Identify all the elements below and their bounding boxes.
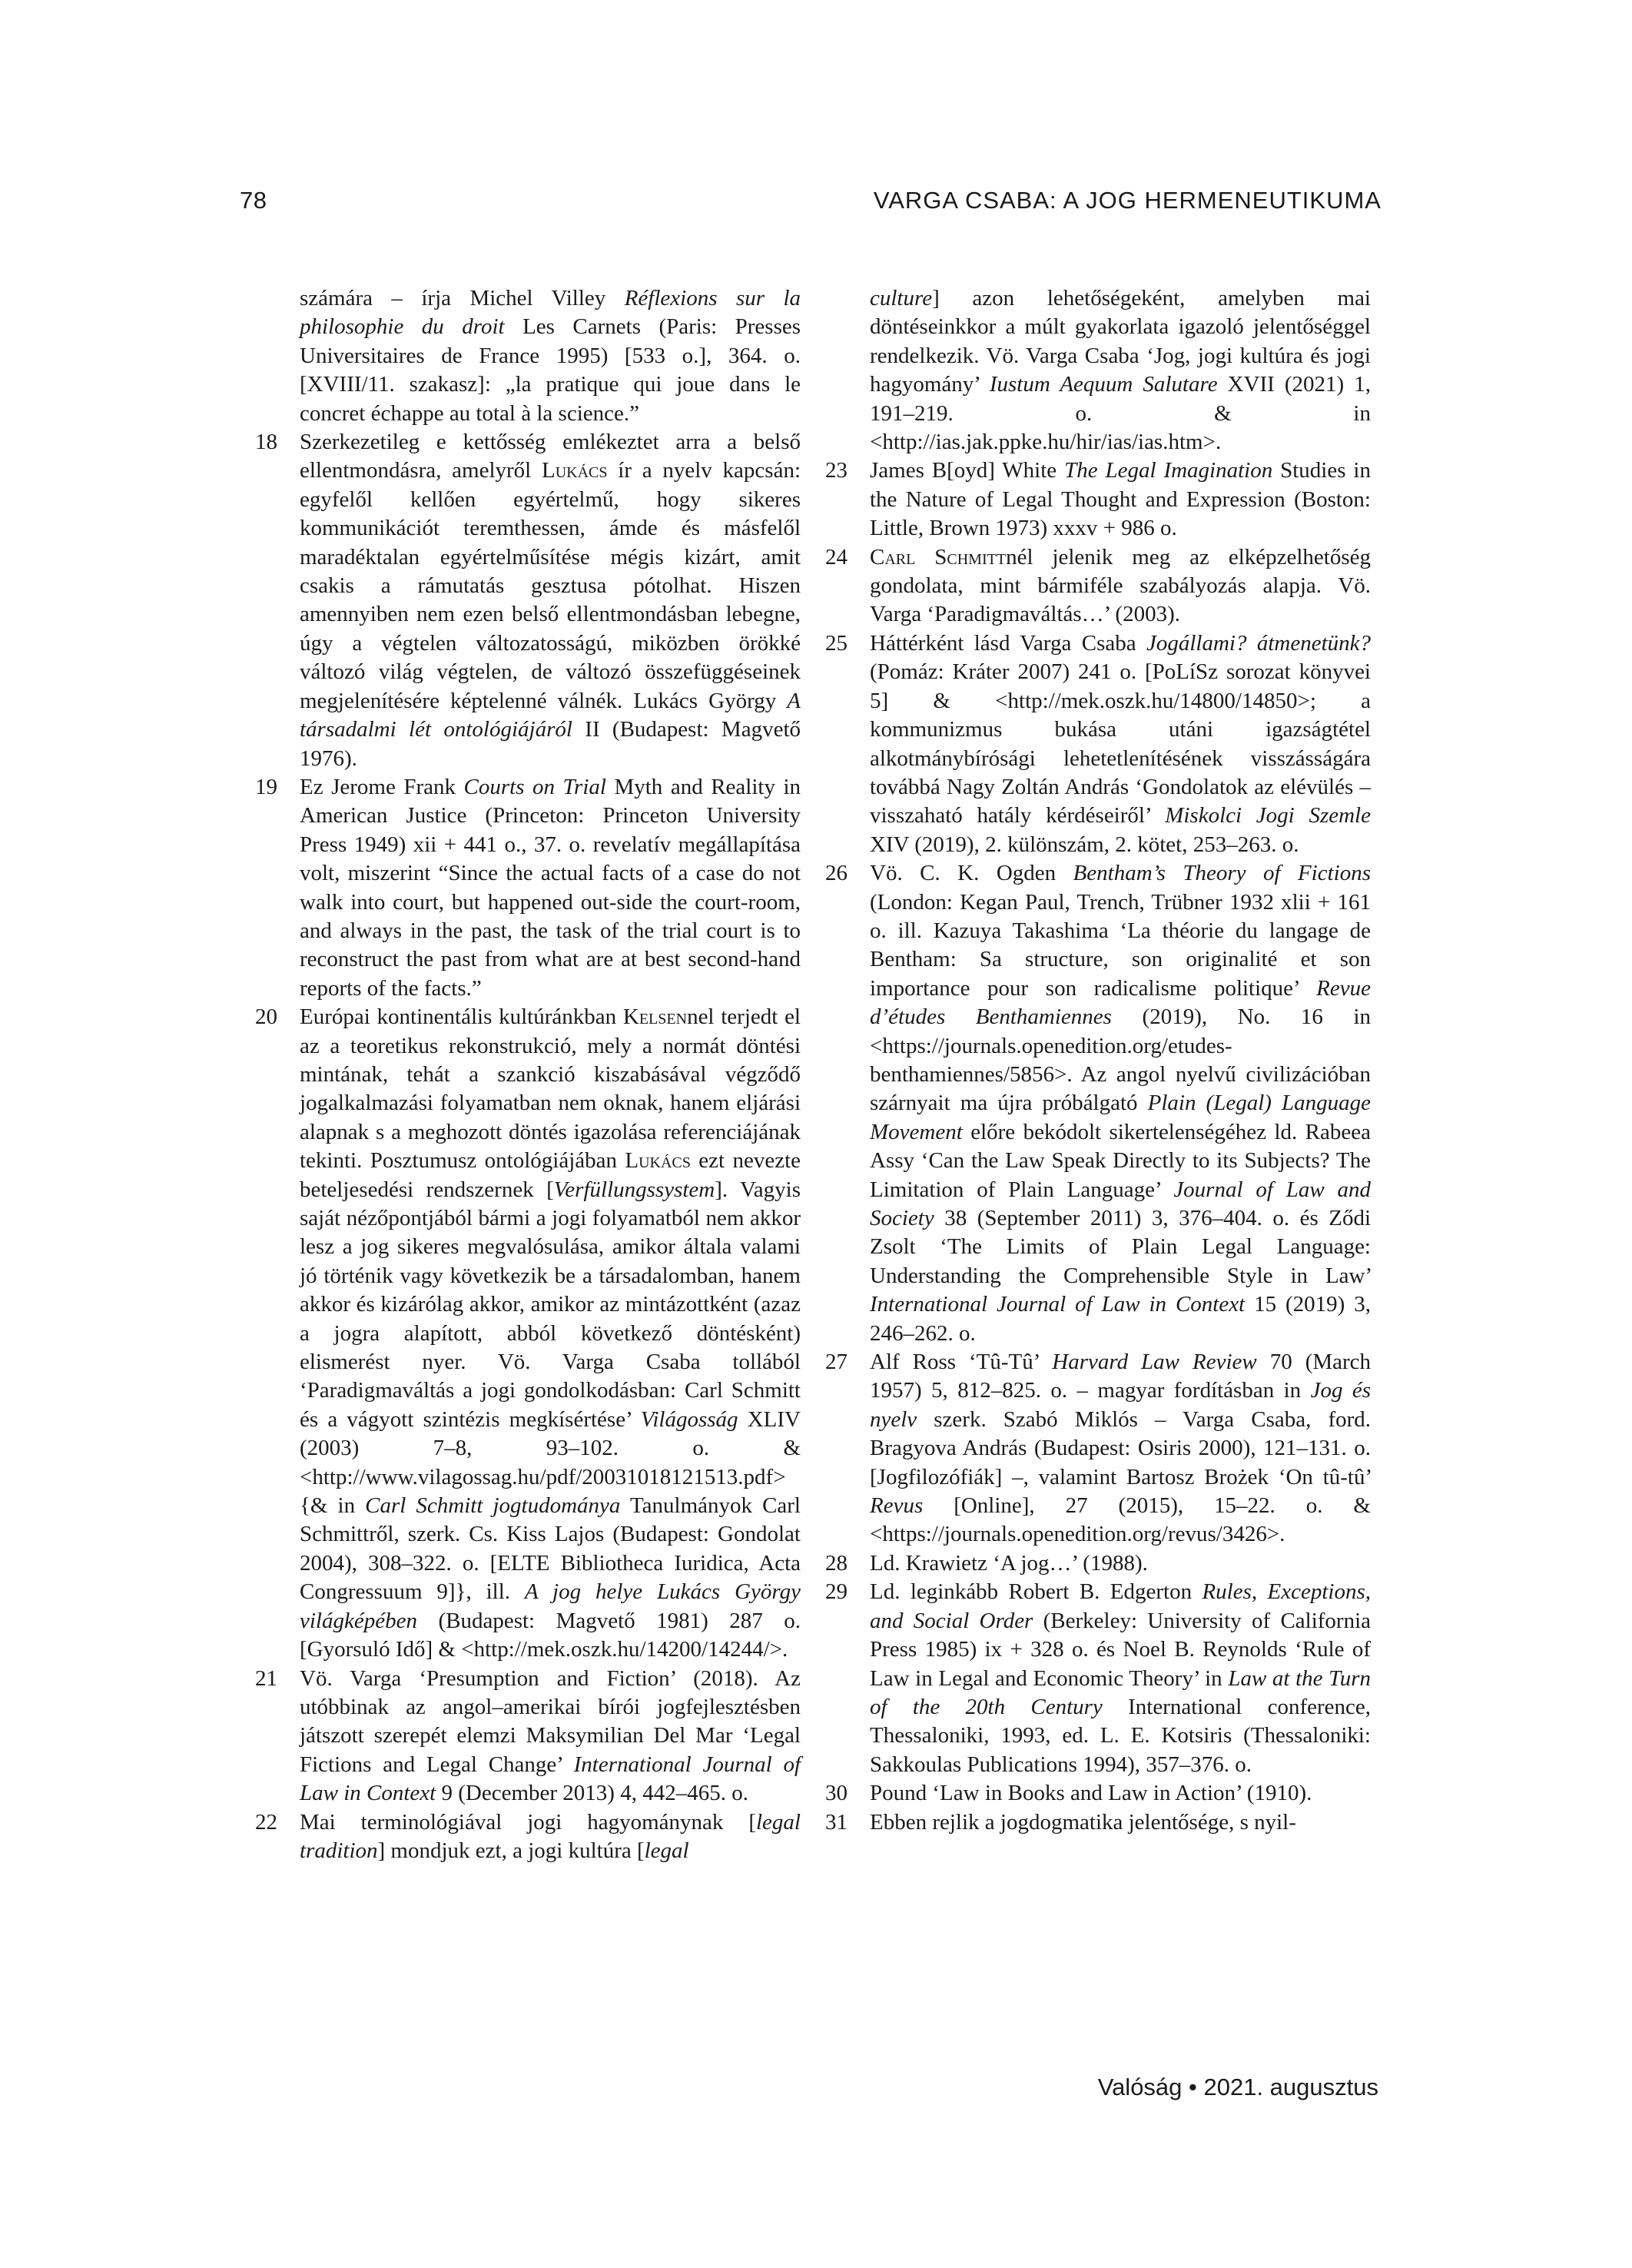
footnote-20 [255, 1003, 801, 1664]
small-caps-name: Lukács [625, 1148, 691, 1174]
text: Ez Jerome Frank [300, 774, 456, 799]
italic-title: Jogállami? átmenetünk? [1146, 630, 1371, 656]
text: James B[oyd] White [870, 458, 1057, 483]
footnote-25 [825, 629, 1371, 859]
text: szerk. Szabó Miklós – Varga Csaba, ford. Bragyova András (Budapest: Osiris 2000), 121–131. o. [Jogfilozófiák] –, valamint Bartosz Brożek ‘On tû-tû’ [870, 1406, 1372, 1489]
text: Pound ‘Law in Books and Law in Action’ (1910). [870, 1781, 1312, 1806]
footnote-22-continuation [870, 284, 1371, 457]
italic-title: Bentham’s Theory of Fictions [1073, 861, 1371, 886]
text: Európai kontinentális kultúránkban [300, 1004, 617, 1030]
text: Myth and Reality in American Justice (Princeton: Princeton University Press 1949) xii + 441 o., 37. o. revelatív megállapítása volt, miszerint “Since the actual facts of a case do not walk into court, but happened out-side the court-room, and always in the past, the task of the trial court is to reconstruct the past from what are at best second-hand reports of the facts.” [300, 774, 801, 1001]
small-caps-name: Carl Schmitt [870, 544, 1007, 569]
footnote-number: 27 [825, 1350, 848, 1375]
text: Vö. Varga ‘Presumption and Fiction’ (2018). Az utóbbinak az angol–amerikai bírói jogfejlesztésben játszott szerepét elemzi Maksymilian Del Mar ‘Legal Fictions and Legal Change’ [300, 1665, 801, 1777]
footnote-column-right [825, 284, 1372, 1837]
footnote-22 [255, 1808, 801, 1866]
text: előre bekódolt sikertelenségéhez ld. Rabeea Assy ‘Can the Law Speak Directly to its Subjects? The Limitation of Plain Language’ [870, 1119, 1371, 1202]
footnote-number: 18 [255, 430, 277, 455]
text: ] azon lehetőségeként, amelyben mai döntéseinkkor a múlt gyakorlata igazoló jelentőséggel rendelkezik. Vö. Varga Csaba ‘Jog, jogi kultúra és jogi hagyomány’ [870, 286, 1371, 397]
footnote-number: 19 [255, 774, 277, 799]
italic-term: legal [644, 1838, 689, 1863]
footnote-number: 25 [825, 630, 848, 656]
italic-term: culture [870, 286, 933, 310]
italic-title: Miskolci Jogi Szemle [1165, 803, 1371, 829]
text: Szerkezetileg e kettősség emlékeztet arra a belső ellentmondásra, amelyről [300, 430, 801, 483]
text: Studies in the Nature of Legal Thought and Expression (Boston: Little, Brown 1973) xxxv + 986 o. [870, 458, 1371, 541]
text: Mai terminológiával jogi hagyománynak [ [300, 1809, 756, 1835]
text: 38 (September 2011) 3, 376–404. o. és Ződi Zsolt ‘The Limits of Plain Legal Language: Understanding the Comprehensible Style in Law’ [870, 1206, 1371, 1288]
italic-title: Iustum Aequum Salutare [989, 372, 1218, 397]
footnote-17-continuation [300, 284, 801, 428]
text: ír a nyelv kapcsán: egyfelől kellően egyértelmű, hogy sikeres kommunikációt teremthessen, ámde és másfelől maradéktalan egyértelműsítése mégis kizárt, amit csakis a rámutatás gesztusa pótolhat. Hiszen amennyiben nem ezen belső ellentmondásban lebegne, úgy a végtelen változatosságú, miközben örökké változó világ végtelen, de változó összefüggéseinek megjelenítésére képtelenné válnék. Lukács György [300, 458, 801, 713]
text: nél jelenik meg az elképzelhetőség gondolata, mint bármiféle szabályozás alapja. Vö. Varga ‘Paradigmaváltás…’ (2003). [870, 544, 1372, 627]
footnote-number: 22 [255, 1809, 277, 1835]
italic-title: Harvard Law Review [1052, 1350, 1257, 1375]
text: (2019), No. 16 in <https://journals.openedition.org/etudes-benthamiennes/5856>. Az angol nyelvű civilizációban szárnyait ma újra próbálgató [870, 1004, 1371, 1116]
text: (Pomáz: Kráter 2007) 241 o. [PoLíSz sorozat könyvei 5] & <http://mek.oszk.hu/14800/14850>; a kommunizmus bukása utáni igazságtétel alkotmánybírósági lehetetlenítésének visszásságára továbbá Nagy Zoltán András ‘Gondolatok az elévülés – visszaható hatály kérdéseiről’ [870, 659, 1371, 829]
footnote-number: 21 [255, 1665, 277, 1691]
text: Alf Ross ‘Tû-Tû’ [870, 1350, 1040, 1375]
italic-title: Jog és nyelv [870, 1378, 1372, 1432]
text: nel terjedt el az a teoretikus rekonstrukció, mely a normát döntési mintának, tehát a szankció kiszabásával végződő jogalkalmazási folyamatban nem oknak, hanem eljárási alapnak s a meghozott döntés igazolása referenciájának tekinti. Posztumusz ontológiájában [300, 1004, 801, 1174]
footnote-29 [825, 1578, 1372, 1779]
italic-title: Réflexions sur la philosophie du droit [300, 286, 801, 340]
italic-title: The Legal Imagination [1064, 458, 1273, 483]
text: [Online], 27 (2015), 15–22. o. & <https://journals.openedition.org/revus/3426>. [870, 1493, 1371, 1547]
footnote-number: 26 [825, 861, 848, 886]
footnote-number: 20 [255, 1004, 277, 1030]
footnote-number: 23 [825, 458, 848, 483]
footnote-23 [825, 457, 1371, 543]
italic-title: Rules, Exceptions, and Social Order [870, 1579, 1371, 1633]
footnote-21 [255, 1665, 801, 1808]
footnote-31 [825, 1808, 1371, 1837]
italic-title: Világosság [640, 1406, 738, 1432]
text: XLIV (2003) 7–8, 93–102. o. & <http://www.vilagossag.hu/pdf/20031018121513.pdf> {& in [300, 1406, 801, 1519]
footnote-number: 29 [825, 1579, 848, 1605]
text: (Berkeley: University of California Press 1985) ix + 328 o. és Noel B. Reynolds ‘Rule of Law in Legal and Economic Theory’ in [870, 1608, 1372, 1691]
italic-title: Revus [870, 1493, 924, 1519]
small-caps-name: Kelsen [622, 1004, 688, 1030]
page-number: 78 [240, 187, 267, 214]
text: (London: Kegan Paul, Trench, Trübner 1932 xlii + 161 o. ill. Kazuya Takashima ‘La théorie du langage de Bentham: Sa structure, son originalité et son importance pour son radicalisme politique’ [870, 889, 1371, 1001]
text: Tanulmányok Carl Schmittről, szerk. Cs. Kiss Lajos (Budapest: Gondolat 2004), 308–322. o. [ELTE Bibliotheca Iuridica, Acta Congressuum 9]}, ill. [300, 1493, 801, 1605]
text: ezt nevezte beteljesedési rendszernek [ [300, 1148, 801, 1202]
italic-title: Revue d’études Benthamiennes [870, 975, 1372, 1030]
italic-title: A társadalmi lét ontológiájáról [300, 688, 801, 742]
footnote-26 [825, 859, 1372, 1348]
footnote-24 [825, 543, 1372, 629]
text: II (Budapest: Magvető 1976). [300, 717, 801, 771]
text: (Budapest: Magvető 1981) 287 o. [Gyorsuló Idő] & <http://mek.oszk.hu/14200/14244/>. [300, 1608, 801, 1662]
italic-title: A jog helye Lukács György világképében [300, 1579, 801, 1633]
text: Vö. C. K. Ogden [870, 861, 1056, 886]
small-caps-name: Lukács [542, 458, 608, 483]
footnote-19 [255, 773, 801, 1003]
italic-title: Courts on Trial [463, 774, 606, 799]
text: Háttérként lásd Varga Csaba [870, 630, 1136, 656]
text: Ld. Krawietz ‘A jog…’ (1988). [870, 1550, 1148, 1576]
footnote-number: 24 [825, 544, 848, 569]
italic-title: Law at the Turn of the 20th Century [870, 1665, 1372, 1719]
footer-journal: Valóság • 2021. augusztus [1097, 2074, 1378, 2100]
italic-title: Carl Schmitt jogtudománya [365, 1493, 621, 1519]
text: XIV (2019), 2. különszám, 2. kötet, 253–263. o. [870, 832, 1299, 857]
italic-term: Verfüllungssystem [553, 1177, 715, 1202]
italic-title: Journal of Law and Society [870, 1177, 1371, 1230]
footnote-30 [825, 1779, 1371, 1808]
text: XVII (2021) 1, 191–219. o. & in <http://ias.jak.ppke.hu/hir/ias/ias.htm>. [870, 372, 1371, 455]
text: 15 (2019) 3, 246–262. o. [870, 1292, 1371, 1346]
italic-title: International Journal of Law in Context [300, 1752, 801, 1806]
footnote-number: 28 [825, 1550, 848, 1576]
italic-term: Plain (Legal) Language Movement [870, 1091, 1372, 1144]
text: Les Carnets (Paris: Presses Universitaires de France 1995) [533 o.], 364. o. [XVIII/11. szakasz]: „la pratique qui joue dans le concret échappe au total à la science.” [300, 314, 801, 426]
italic-title: International Journal of Law in Context [870, 1292, 1246, 1317]
footnote-18 [255, 428, 801, 773]
text: 70 (March 1957) 5, 812–825. o. – magyar fordításban in [870, 1350, 1372, 1403]
footnote-27 [825, 1348, 1372, 1549]
text: ] mondjuk ezt, a jogi kultúra [ [377, 1838, 645, 1863]
italic-term: legal tradition [300, 1809, 801, 1863]
footnote-column-left [255, 284, 801, 1865]
footnote-number: 30 [825, 1781, 848, 1806]
running-title: VARGA CSABA: A JOG HERMENEUTIKUMA [873, 187, 1382, 214]
text: International conference, Thessaloniki, 1993, ed. L. E. Kotsiris (Thessaloniki: Sakkoulas Publications 1994), 357–376. o. [870, 1694, 1371, 1777]
text: Ebben rejlik a jogdogmatika jelentősége, s nyil- [870, 1809, 1296, 1835]
text: ]. Vagyis saját nézőpontjából bármi a jogi folyamatból nem akkor lesz a jog sikeres megvalósulása, amikor általa valami jó történik vagy következik be a társadalomban, hanem akkor és kizárólag akkor, amikor az mintázottként (azaz a jogra alapított, abból következő döntésként) elismerést nyer. Vö. Varga Csaba tollából ‘Paradigmaváltás a jogi gondolkodásban: Carl Schmitt és a vágyott szintézis megkísértése’ [300, 1177, 801, 1432]
text: számára – írja Michel Villey [300, 286, 606, 310]
footnote-28 [825, 1549, 1371, 1578]
text: 9 (December 2013) 4, 442–465. o. [441, 1781, 748, 1806]
footnote-number: 31 [825, 1809, 848, 1835]
text: Ld. leginkább Robert B. Edgerton [870, 1579, 1192, 1605]
